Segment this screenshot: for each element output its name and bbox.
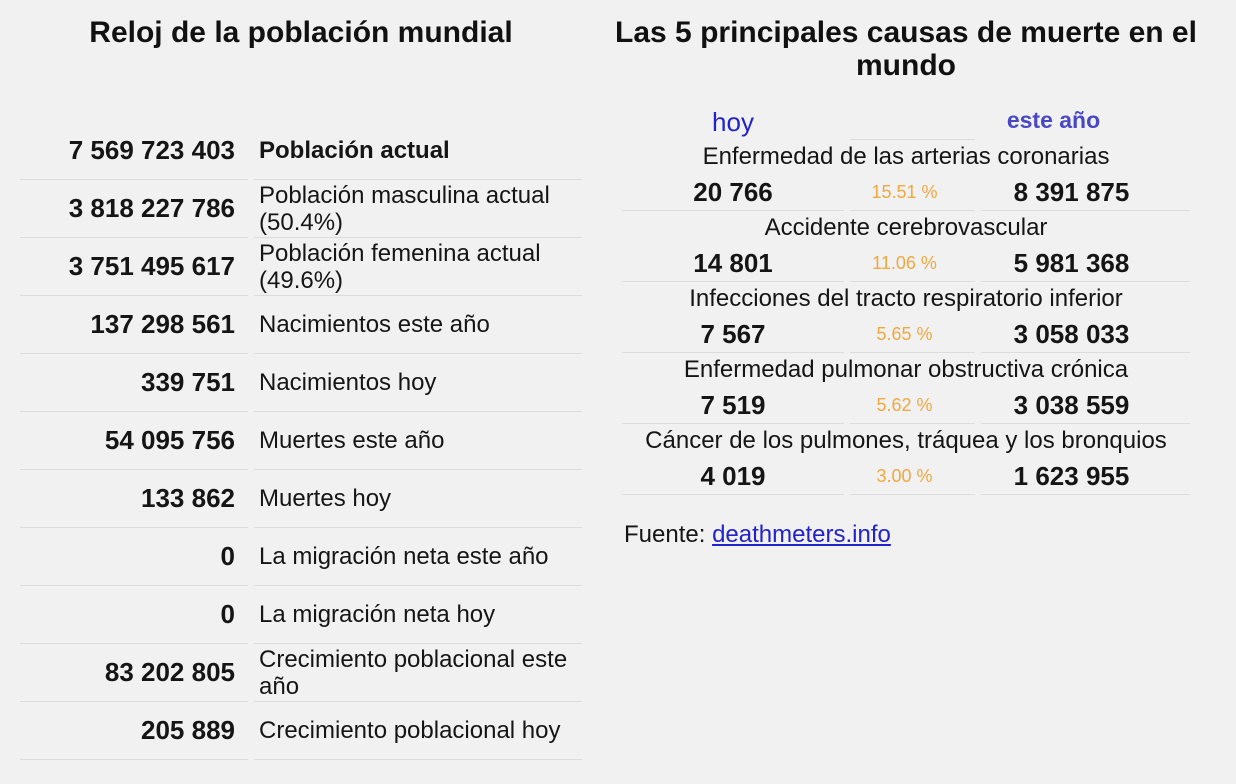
death-causes-title: Las 5 principales causas de muerte en el mundo [615, 16, 1197, 82]
population-value: 133 862 [20, 470, 248, 528]
population-label: Población masculina actual (50.4%) [254, 180, 582, 238]
death-cause-row [622, 353, 1190, 424]
death-cause-row [622, 282, 1190, 353]
deaths-today-value: 20 766 [622, 174, 844, 211]
population-label: Población actual [254, 122, 582, 180]
death-causes-panel [615, 0, 1197, 760]
death-cause-name: Cáncer de los pulmones, tráquea y los bronquios [645, 427, 1167, 454]
population-value: 83 202 805 [20, 644, 248, 702]
population-value: 54 095 756 [20, 412, 248, 470]
deaths-percent-value: 3.00 % [850, 458, 975, 495]
deaths-percent-value: 11.06 % [850, 245, 975, 282]
deaths-this-year-value: 3 058 033 [981, 316, 1190, 353]
population-row [20, 180, 582, 238]
population-clock-panel [20, 0, 582, 760]
death-cause-row [622, 211, 1190, 282]
population-row [20, 412, 582, 470]
death-cause-name: Accidente cerebrovascular [764, 214, 1048, 241]
population-label: Muertes hoy [254, 470, 582, 528]
population-value: 3 751 495 617 [20, 238, 248, 296]
deaths-today-value: 7 567 [622, 316, 844, 353]
deaths-this-year-value: 3 038 559 [981, 387, 1190, 424]
death-cause-values-row [622, 458, 1190, 495]
deaths-today-value: 4 019 [622, 458, 844, 495]
deathmeters-link[interactable]: deathmeters.info [712, 521, 891, 548]
source-label: Fuente: [624, 521, 706, 548]
population-label: Muertes este año [254, 412, 582, 470]
population-label: La migración neta este año [254, 528, 582, 586]
death-cause-row [622, 140, 1190, 211]
death-cause-values-row [622, 174, 1190, 211]
population-row [20, 122, 582, 180]
population-value: 7 569 723 403 [20, 122, 248, 180]
population-label: Nacimientos hoy [254, 354, 582, 412]
population-clock-table [20, 122, 582, 760]
population-label: Población femenina actual (49.6%) [254, 238, 582, 296]
population-clock-title: Reloj de la población mundial [89, 16, 513, 49]
death-cause-row [622, 424, 1190, 495]
percent-column-header [850, 96, 975, 140]
population-row [20, 354, 582, 412]
population-label: La migración neta hoy [254, 586, 582, 644]
deaths-percent-value: 5.65 % [850, 316, 975, 353]
population-value: 0 [20, 528, 248, 586]
population-label: Nacimientos este año [254, 296, 582, 354]
death-cause-values-row [622, 245, 1190, 282]
today-column-header: hoy [712, 107, 754, 137]
death-cause-name: Infecciones del tracto respiratorio inferior [689, 285, 1123, 312]
death-cause-name: Enfermedad pulmonar obstructiva crónica [683, 356, 1129, 383]
death-cause-name: Enfermedad de las arterias coronarias [702, 143, 1110, 170]
population-label: Crecimiento poblacional hoy [254, 702, 582, 760]
death-causes-header-row [622, 96, 1190, 140]
death-cause-values-row [622, 316, 1190, 353]
population-row [20, 586, 582, 644]
deaths-this-year-value: 1 623 955 [981, 458, 1190, 495]
deaths-this-year-value: 5 981 368 [981, 245, 1190, 282]
population-label: Crecimiento poblacional este año [254, 644, 582, 702]
population-row [20, 238, 582, 296]
population-row [20, 528, 582, 586]
this-year-column-header: este año [1006, 107, 1101, 133]
deaths-today-value: 14 801 [622, 245, 844, 282]
population-value: 137 298 561 [20, 296, 248, 354]
population-row [20, 470, 582, 528]
deaths-this-year-value: 8 391 875 [981, 174, 1190, 211]
deaths-today-value: 7 519 [622, 387, 844, 424]
population-row [20, 702, 582, 760]
population-value: 205 889 [20, 702, 248, 760]
death-causes-table [622, 96, 1190, 495]
source-line [624, 521, 1190, 549]
population-value: 3 818 227 786 [20, 180, 248, 238]
death-cause-values-row [622, 387, 1190, 424]
population-value: 339 751 [20, 354, 248, 412]
population-value: 0 [20, 586, 248, 644]
deaths-percent-value: 5.62 % [850, 387, 975, 424]
deaths-percent-value: 15.51 % [850, 174, 975, 211]
population-row [20, 296, 582, 354]
population-row [20, 644, 582, 702]
